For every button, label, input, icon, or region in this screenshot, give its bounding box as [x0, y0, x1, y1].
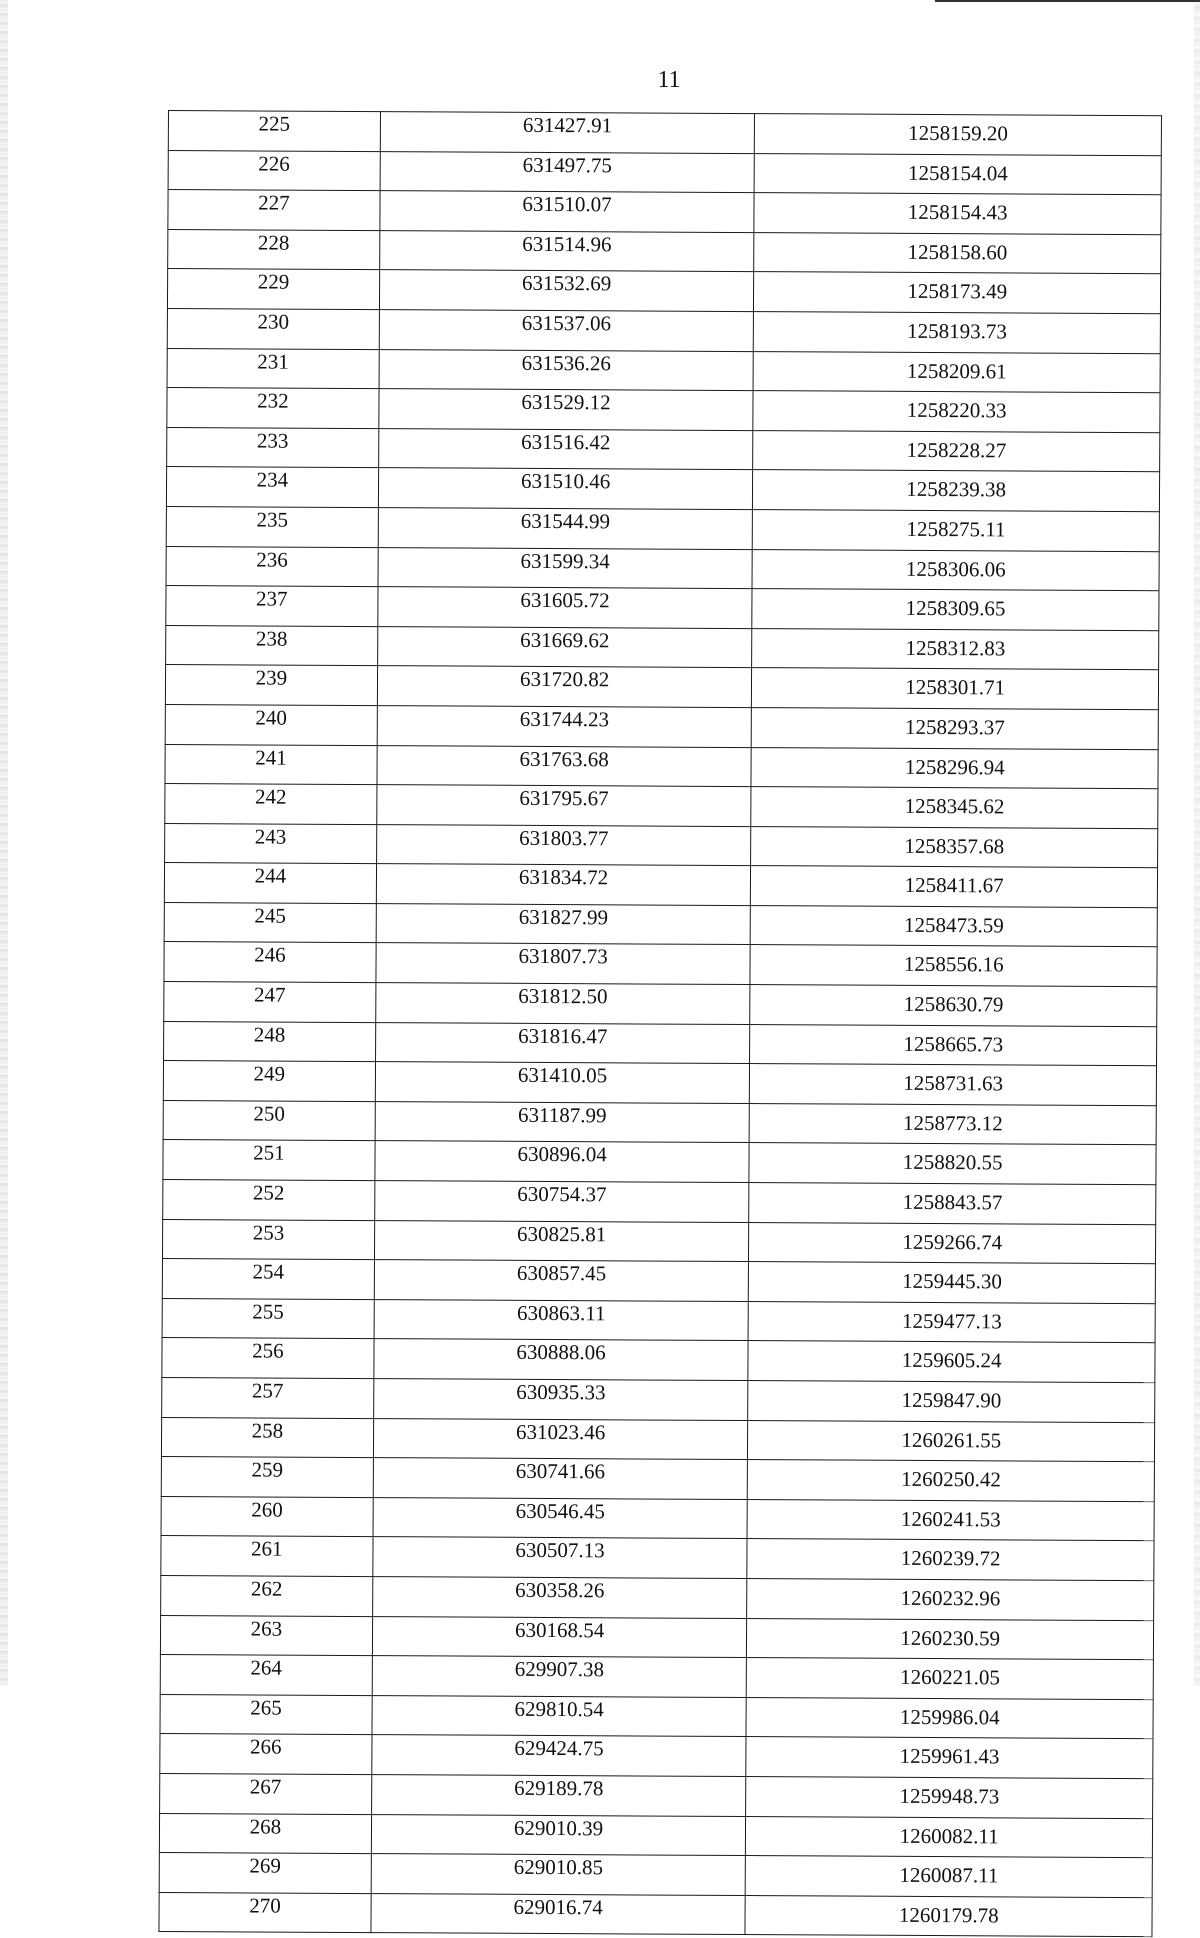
y-coordinate-cell: 1259266.74	[749, 1222, 1156, 1264]
x-coordinate-cell: 631827.99	[376, 903, 751, 945]
table-row	[168, 150, 1161, 195]
point-number-cell: 263	[160, 1615, 372, 1656]
table-row	[161, 1417, 1154, 1462]
y-coordinate-cell: 1258473.59	[751, 905, 1158, 947]
table-row	[163, 1140, 1156, 1185]
y-coordinate-cell: 1258296.94	[751, 747, 1158, 789]
table-row	[164, 942, 1157, 987]
table-row	[160, 1694, 1153, 1739]
table-row	[166, 467, 1159, 512]
y-coordinate-cell: 1260082.11	[746, 1816, 1153, 1858]
x-coordinate-cell: 631529.12	[379, 389, 754, 431]
x-coordinate-cell: 631744.23	[377, 706, 752, 748]
table-row	[163, 1061, 1156, 1106]
y-coordinate-cell: 1258731.63	[750, 1064, 1157, 1106]
point-number-cell: 248	[164, 1021, 376, 1062]
x-coordinate-cell: 631795.67	[377, 785, 752, 827]
point-number-cell: 231	[167, 348, 379, 389]
y-coordinate-cell: 1260250.42	[748, 1460, 1155, 1502]
y-coordinate-cell: 1260239.72	[747, 1539, 1154, 1581]
point-number-cell: 230	[167, 308, 379, 349]
y-coordinate-cell: 1258154.43	[754, 193, 1161, 235]
y-coordinate-cell: 1258239.38	[753, 470, 1160, 512]
point-number-cell: 225	[168, 111, 380, 152]
table-row	[165, 784, 1158, 829]
point-number-cell: 266	[160, 1734, 372, 1775]
point-number-cell: 245	[164, 902, 376, 943]
y-coordinate-cell: 1259948.73	[746, 1776, 1153, 1818]
x-coordinate-cell: 630358.26	[372, 1577, 747, 1619]
point-number-cell: 237	[166, 586, 378, 627]
table-row	[167, 388, 1160, 433]
table-row	[161, 1496, 1154, 1541]
x-coordinate-cell: 631510.46	[378, 468, 753, 510]
y-coordinate-cell: 1258820.55	[749, 1143, 1156, 1185]
y-coordinate-cell: 1258306.06	[752, 549, 1159, 591]
table-row	[167, 269, 1160, 314]
y-coordinate-cell: 1260241.53	[747, 1499, 1154, 1541]
point-number-cell: 255	[162, 1298, 374, 1339]
point-number-cell: 269	[159, 1853, 371, 1894]
x-coordinate-cell: 630935.33	[373, 1379, 748, 1421]
x-coordinate-cell: 631544.99	[378, 508, 753, 550]
x-coordinate-cell: 631514.96	[379, 230, 754, 272]
x-coordinate-cell: 631427.91	[380, 112, 755, 154]
table-row	[164, 982, 1157, 1027]
y-coordinate-cell: 1258301.71	[752, 668, 1159, 710]
point-number-cell: 244	[164, 863, 376, 904]
point-number-cell: 238	[166, 625, 378, 666]
y-coordinate-cell: 1258209.61	[753, 351, 1160, 393]
point-number-cell: 240	[165, 704, 377, 745]
point-number-cell: 242	[165, 784, 377, 825]
x-coordinate-cell: 630168.54	[372, 1616, 747, 1658]
y-coordinate-cell: 1258309.65	[752, 589, 1159, 631]
x-coordinate-cell: 629424.75	[372, 1735, 747, 1777]
table-row	[168, 229, 1161, 274]
x-coordinate-cell: 631532.69	[379, 270, 754, 312]
coordinates-table	[158, 110, 1162, 1937]
point-number-cell: 228	[168, 229, 380, 270]
x-coordinate-cell: 631516.42	[378, 428, 753, 470]
y-coordinate-cell: 1260230.59	[747, 1618, 1154, 1660]
page-number: 11	[657, 67, 681, 93]
scan-edge-right	[1194, 0, 1200, 1686]
point-number-cell: 260	[161, 1496, 373, 1537]
table-row	[165, 823, 1158, 868]
table-row	[165, 744, 1158, 789]
y-coordinate-cell: 1259986.04	[746, 1697, 1153, 1739]
table-row	[161, 1536, 1154, 1581]
table-row	[159, 1813, 1152, 1858]
x-coordinate-cell: 631536.26	[379, 349, 754, 391]
point-number-cell: 268	[159, 1813, 371, 1854]
point-number-cell: 250	[163, 1100, 375, 1141]
point-number-cell: 239	[165, 665, 377, 706]
point-number-cell: 229	[167, 269, 379, 310]
table-row	[166, 546, 1159, 591]
y-coordinate-cell: 1258312.83	[752, 628, 1159, 670]
point-number-cell: 267	[160, 1773, 372, 1814]
x-coordinate-cell: 631510.07	[380, 191, 755, 233]
y-coordinate-cell: 1258773.12	[749, 1103, 1156, 1145]
point-number-cell: 264	[160, 1655, 372, 1696]
x-coordinate-cell: 629810.54	[372, 1695, 747, 1737]
y-coordinate-cell: 1258345.62	[751, 787, 1158, 829]
point-number-cell: 262	[161, 1575, 373, 1616]
y-coordinate-cell: 1258220.33	[753, 391, 1160, 433]
y-coordinate-cell: 1258159.20	[755, 114, 1162, 156]
y-coordinate-cell: 1258193.73	[754, 312, 1161, 354]
table-row	[167, 308, 1160, 353]
x-coordinate-cell: 631807.73	[376, 943, 751, 985]
y-coordinate-cell: 1258158.60	[754, 232, 1161, 274]
x-coordinate-cell: 630896.04	[375, 1141, 750, 1183]
y-coordinate-cell: 1258357.68	[751, 826, 1158, 868]
x-coordinate-cell: 630741.66	[373, 1458, 748, 1500]
scan-edge-left	[0, 0, 8, 1686]
y-coordinate-cell: 1258275.11	[753, 510, 1160, 552]
x-coordinate-cell: 629189.78	[371, 1775, 746, 1817]
y-coordinate-cell: 1258665.73	[750, 1024, 1157, 1066]
x-coordinate-cell: 630888.06	[374, 1339, 749, 1381]
point-number-cell: 261	[161, 1536, 373, 1577]
table-row	[164, 863, 1157, 908]
table-row	[163, 1180, 1156, 1225]
table-row	[164, 902, 1157, 947]
y-coordinate-cell: 1260261.55	[748, 1420, 1155, 1462]
x-coordinate-cell: 631803.77	[376, 824, 751, 866]
point-number-cell: 249	[163, 1061, 375, 1102]
x-coordinate-cell: 630825.81	[374, 1220, 749, 1262]
y-coordinate-cell: 1259605.24	[748, 1341, 1155, 1383]
y-coordinate-cell: 1258154.04	[754, 153, 1161, 195]
point-number-cell: 247	[164, 982, 376, 1023]
x-coordinate-cell: 631605.72	[378, 587, 753, 629]
table-row	[162, 1219, 1155, 1264]
x-coordinate-cell: 631816.47	[375, 1022, 750, 1064]
point-number-cell: 258	[161, 1417, 373, 1458]
y-coordinate-cell: 1258293.37	[752, 707, 1159, 749]
y-coordinate-cell: 1260179.78	[745, 1895, 1152, 1937]
table-row	[159, 1853, 1152, 1898]
point-number-cell: 236	[166, 546, 378, 587]
scan-top-line	[935, 0, 1200, 2]
table-row	[162, 1377, 1155, 1422]
table-row	[160, 1734, 1153, 1779]
x-coordinate-cell: 631834.72	[376, 864, 751, 906]
x-coordinate-cell: 629907.38	[372, 1656, 747, 1698]
x-coordinate-cell: 630863.11	[374, 1299, 749, 1341]
x-coordinate-cell: 629016.74	[371, 1893, 746, 1935]
table-row	[167, 427, 1160, 472]
table-row	[164, 1021, 1157, 1066]
point-number-cell: 251	[163, 1140, 375, 1181]
x-coordinate-cell: 631720.82	[377, 666, 752, 708]
table-row	[168, 190, 1161, 235]
x-coordinate-cell: 630857.45	[374, 1260, 749, 1302]
table-row	[167, 348, 1160, 393]
point-number-cell: 233	[167, 427, 379, 468]
x-coordinate-cell: 629010.39	[371, 1814, 746, 1856]
y-coordinate-cell: 1258228.27	[753, 430, 1160, 472]
point-number-cell: 226	[168, 150, 380, 191]
point-number-cell: 256	[162, 1338, 374, 1379]
point-number-cell: 259	[161, 1457, 373, 1498]
table-row	[159, 1892, 1152, 1937]
point-number-cell: 241	[165, 744, 377, 785]
x-coordinate-cell: 630754.37	[374, 1181, 749, 1223]
x-coordinate-cell: 631537.06	[379, 310, 754, 352]
y-coordinate-cell: 1260232.96	[747, 1579, 1154, 1621]
x-coordinate-cell: 631410.05	[375, 1062, 750, 1104]
table-row	[161, 1575, 1154, 1620]
table-row	[165, 665, 1158, 710]
y-coordinate-cell: 1259847.90	[748, 1381, 1155, 1423]
table-row	[160, 1773, 1153, 1818]
table-row	[166, 586, 1159, 631]
point-number-cell: 232	[167, 388, 379, 429]
y-coordinate-cell: 1258556.16	[750, 945, 1157, 987]
table-row	[162, 1298, 1155, 1343]
x-coordinate-cell: 631599.34	[378, 547, 753, 589]
point-number-cell: 253	[162, 1219, 374, 1260]
point-number-cell: 252	[163, 1180, 375, 1221]
x-coordinate-cell: 631669.62	[377, 626, 752, 668]
y-coordinate-cell: 1259961.43	[746, 1737, 1153, 1779]
x-coordinate-cell: 629010.85	[371, 1854, 746, 1896]
x-coordinate-cell: 631763.68	[377, 745, 752, 787]
y-coordinate-cell: 1260221.05	[747, 1658, 1154, 1700]
y-coordinate-cell: 1258173.49	[754, 272, 1161, 314]
point-number-cell: 234	[166, 467, 378, 508]
y-coordinate-cell: 1258630.79	[750, 985, 1157, 1027]
point-number-cell: 270	[159, 1892, 371, 1933]
point-number-cell: 227	[168, 190, 380, 231]
y-coordinate-cell: 1260087.11	[746, 1856, 1153, 1898]
x-coordinate-cell: 630507.13	[373, 1537, 748, 1579]
table-row	[168, 111, 1161, 156]
table-row	[162, 1338, 1155, 1383]
y-coordinate-cell: 1258843.57	[749, 1183, 1156, 1225]
table-row	[166, 625, 1159, 670]
x-coordinate-cell: 631812.50	[375, 983, 750, 1025]
table-row	[166, 506, 1159, 551]
point-number-cell: 243	[165, 823, 377, 864]
y-coordinate-cell: 1259445.30	[749, 1262, 1156, 1304]
x-coordinate-cell: 631497.75	[380, 151, 755, 193]
y-coordinate-cell: 1258411.67	[751, 866, 1158, 908]
point-number-cell: 257	[162, 1377, 374, 1418]
point-number-cell: 246	[164, 942, 376, 983]
point-number-cell: 254	[162, 1259, 374, 1300]
table-row	[160, 1655, 1153, 1700]
table-row	[165, 704, 1158, 749]
point-number-cell: 265	[160, 1694, 372, 1735]
x-coordinate-cell: 631023.46	[373, 1418, 748, 1460]
table-row	[163, 1100, 1156, 1145]
x-coordinate-cell: 631187.99	[375, 1101, 750, 1143]
point-number-cell: 235	[166, 506, 378, 547]
y-coordinate-cell: 1259477.13	[748, 1301, 1155, 1343]
table-row	[161, 1457, 1154, 1502]
table-row	[160, 1615, 1153, 1660]
coordinates-table-body	[159, 111, 1162, 1937]
x-coordinate-cell: 630546.45	[373, 1497, 748, 1539]
table-row	[162, 1259, 1155, 1304]
